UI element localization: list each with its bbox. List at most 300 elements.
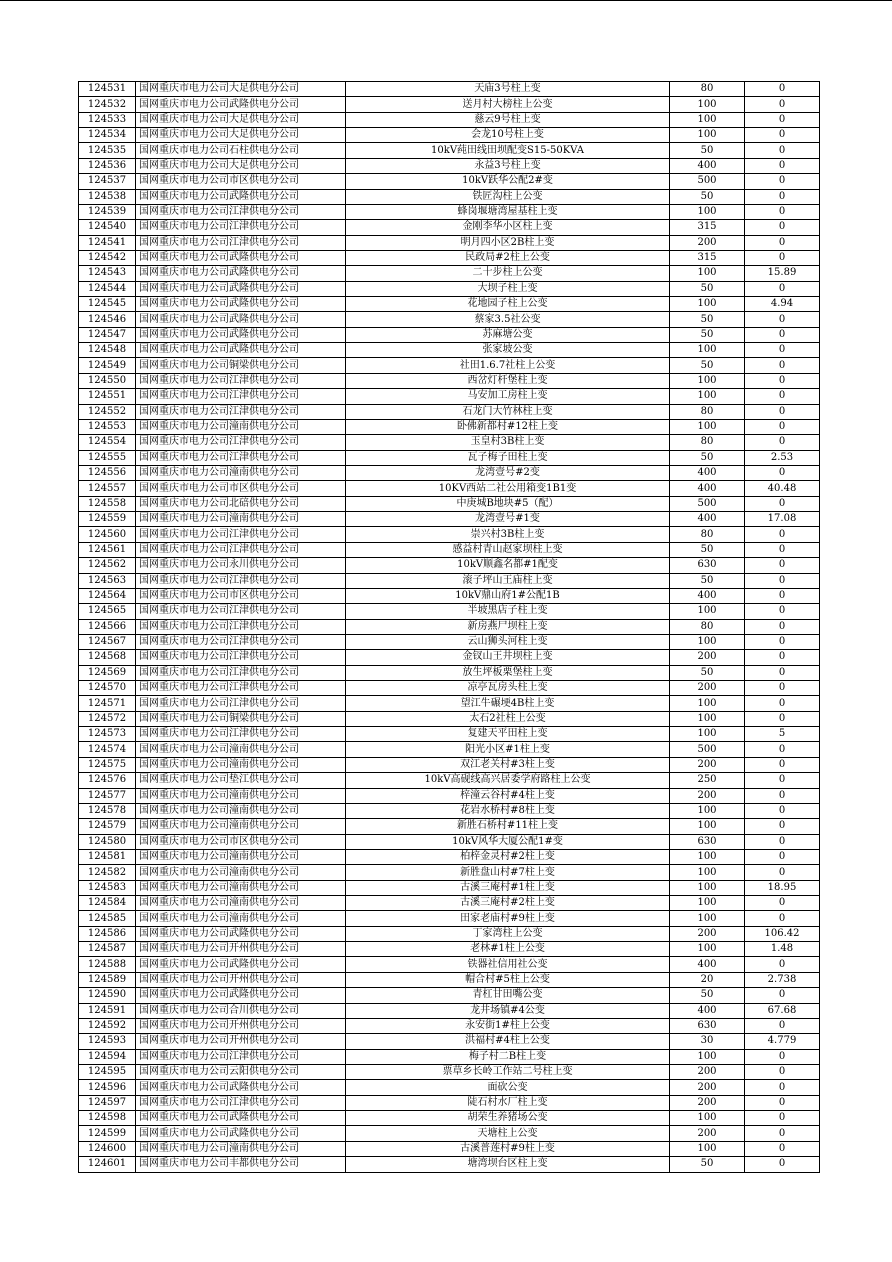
transformer-name-cell: 10KV西站二社公用箱变1B1变: [346, 481, 670, 496]
table-row: [79, 327, 820, 342]
capacity-cell: 100: [670, 389, 745, 404]
value-cell: 0: [745, 220, 820, 235]
transformer-name-cell: 古溪普莲村#9柱上变: [346, 1141, 670, 1156]
value-cell: 0: [745, 435, 820, 450]
table-row: [79, 174, 820, 189]
value-cell: 1.48: [745, 942, 820, 957]
row-id-cell: 124565: [79, 604, 136, 619]
transformer-name-cell: 卧佛新都村#12柱上变: [346, 419, 670, 434]
row-id-cell: 124561: [79, 542, 136, 557]
company-name-cell: 国网重庆市电力公司江津供电分公司: [136, 450, 346, 465]
transformer-name-cell: 10kV鼎山府1#公配1B: [346, 588, 670, 603]
transformer-name-cell: 云山狮头河柱上变: [346, 634, 670, 649]
table-row: [79, 1065, 820, 1080]
company-name-cell: 国网重庆市电力公司开州供电分公司: [136, 1034, 346, 1049]
company-name-cell: 国网重庆市电力公司市区供电分公司: [136, 834, 346, 849]
value-cell: 0: [745, 174, 820, 189]
table-row: [79, 803, 820, 818]
transformer-name-cell: 滚子坪山王庙柱上变: [346, 573, 670, 588]
value-cell: 0: [745, 573, 820, 588]
transformer-name-cell: 洪福村#4柱上公变: [346, 1034, 670, 1049]
row-id-cell: 124566: [79, 619, 136, 634]
transformer-name-cell: 新房燕尸坝柱上变: [346, 619, 670, 634]
value-cell: 0: [745, 619, 820, 634]
row-id-cell: 124548: [79, 343, 136, 358]
capacity-cell: 100: [670, 604, 745, 619]
company-name-cell: 国网重庆市电力公司潼南供电分公司: [136, 911, 346, 926]
capacity-cell: 200: [670, 1065, 745, 1080]
value-cell: 0: [745, 819, 820, 834]
company-name-cell: 国网重庆市电力公司武隆供电分公司: [136, 343, 346, 358]
row-id-cell: 124589: [79, 972, 136, 987]
capacity-cell: 100: [670, 911, 745, 926]
row-id-cell: 124555: [79, 450, 136, 465]
capacity-cell: 100: [670, 942, 745, 957]
company-name-cell: 国网重庆市电力公司潼南供电分公司: [136, 419, 346, 434]
value-cell: 0: [745, 1157, 820, 1172]
transformer-name-cell: 金钗山王井坝柱上变: [346, 650, 670, 665]
table-row: [79, 650, 820, 665]
table-row: [79, 82, 820, 97]
transformer-name-cell: 10kV顺鑫名都#1配变: [346, 558, 670, 573]
company-name-cell: 国网重庆市电力公司潼南供电分公司: [136, 896, 346, 911]
value-cell: 0: [745, 865, 820, 880]
transformer-name-cell: 复建天平田柱上变: [346, 727, 670, 742]
table-row: [79, 220, 820, 235]
table-row: [79, 450, 820, 465]
row-id-cell: 124559: [79, 512, 136, 527]
transformer-name-cell: 张家坡公变: [346, 343, 670, 358]
table-row: [79, 896, 820, 911]
table-row: [79, 926, 820, 941]
table-row: [79, 757, 820, 772]
transformer-name-cell: 梅子村二B柱上变: [346, 1049, 670, 1064]
value-cell: 0: [745, 1141, 820, 1156]
capacity-cell: 200: [670, 1095, 745, 1110]
row-id-cell: 124547: [79, 327, 136, 342]
row-id-cell: 124544: [79, 281, 136, 296]
row-id-cell: 124543: [79, 266, 136, 281]
capacity-cell: 50: [670, 450, 745, 465]
table-row: [79, 1034, 820, 1049]
table-row: [79, 711, 820, 726]
company-name-cell: 国网重庆市电力公司市区供电分公司: [136, 481, 346, 496]
capacity-cell: 630: [670, 834, 745, 849]
capacity-cell: 80: [670, 82, 745, 97]
value-cell: 0: [745, 896, 820, 911]
row-id-cell: 124545: [79, 297, 136, 312]
table-row: [79, 849, 820, 864]
transformer-name-cell: 望江牛碾埂4B柱上变: [346, 696, 670, 711]
capacity-cell: 100: [670, 634, 745, 649]
value-cell: 0: [745, 343, 820, 358]
company-name-cell: 国网重庆市电力公司江津供电分公司: [136, 619, 346, 634]
capacity-cell: 400: [670, 158, 745, 173]
transformer-name-cell: 永益3号柱上变: [346, 158, 670, 173]
company-name-cell: 国网重庆市电力公司武隆供电分公司: [136, 312, 346, 327]
row-id-cell: 124569: [79, 665, 136, 680]
capacity-cell: 100: [670, 419, 745, 434]
value-cell: 0: [745, 250, 820, 265]
capacity-cell: 100: [670, 128, 745, 143]
value-cell: 0: [745, 97, 820, 112]
table-row: [79, 1141, 820, 1156]
row-id-cell: 124600: [79, 1141, 136, 1156]
table-row: [79, 1080, 820, 1095]
company-name-cell: 国网重庆市电力公司潼南供电分公司: [136, 865, 346, 880]
transformer-name-cell: 二十步柱上公变: [346, 266, 670, 281]
value-cell: 0: [745, 742, 820, 757]
value-cell: 0: [745, 465, 820, 480]
capacity-cell: 80: [670, 619, 745, 634]
capacity-cell: 100: [670, 849, 745, 864]
value-cell: 0: [745, 1018, 820, 1033]
capacity-cell: 500: [670, 742, 745, 757]
row-id-cell: 124562: [79, 558, 136, 573]
transformer-name-cell: 票草乡长岭工作站二号柱上变: [346, 1065, 670, 1080]
capacity-cell: 100: [670, 696, 745, 711]
company-name-cell: 国网重庆市电力公司大足供电分公司: [136, 158, 346, 173]
transformer-name-cell: 大坝子柱上变: [346, 281, 670, 296]
table-row: [79, 1049, 820, 1064]
transformer-name-cell: 面砍公变: [346, 1080, 670, 1095]
value-cell: 18.95: [745, 880, 820, 895]
capacity-cell: 200: [670, 681, 745, 696]
table-row: [79, 727, 820, 742]
row-id-cell: 124582: [79, 865, 136, 880]
capacity-cell: 100: [670, 803, 745, 818]
capacity-cell: 30: [670, 1034, 745, 1049]
capacity-cell: 200: [670, 926, 745, 941]
row-id-cell: 124554: [79, 435, 136, 450]
transformer-name-cell: 10kV风华大厦公配1#变: [346, 834, 670, 849]
row-id-cell: 124583: [79, 880, 136, 895]
company-name-cell: 国网重庆市电力公司丰都供电分公司: [136, 1157, 346, 1172]
transformer-name-cell: 放生坪板栗堡柱上变: [346, 665, 670, 680]
table-row: [79, 972, 820, 987]
row-id-cell: 124575: [79, 757, 136, 772]
value-cell: 0: [745, 143, 820, 158]
company-name-cell: 国网重庆市电力公司江津供电分公司: [136, 204, 346, 219]
transformer-name-cell: 半坡黑店子柱上变: [346, 604, 670, 619]
company-name-cell: 国网重庆市电力公司铜梁供电分公司: [136, 358, 346, 373]
row-id-cell: 124535: [79, 143, 136, 158]
row-id-cell: 124539: [79, 204, 136, 219]
transformer-name-cell: 明月四小区2B柱上变: [346, 235, 670, 250]
table-row: [79, 834, 820, 849]
row-id-cell: 124598: [79, 1111, 136, 1126]
capacity-cell: 50: [670, 573, 745, 588]
value-cell: 17.08: [745, 512, 820, 527]
table-row: [79, 419, 820, 434]
table-row: [79, 588, 820, 603]
table-row: [79, 988, 820, 1003]
company-name-cell: 国网重庆市电力公司江津供电分公司: [136, 650, 346, 665]
company-name-cell: 国网重庆市电力公司开州供电分公司: [136, 1018, 346, 1033]
table-row: [79, 97, 820, 112]
transformer-name-cell: 蜂岗堰塘湾屋基柱上变: [346, 204, 670, 219]
value-cell: 0: [745, 711, 820, 726]
company-name-cell: 国网重庆市电力公司武隆供电分公司: [136, 250, 346, 265]
transformer-name-cell: 帽合村#5柱上公变: [346, 972, 670, 987]
value-cell: 0: [745, 834, 820, 849]
row-id-cell: 124546: [79, 312, 136, 327]
company-name-cell: 国网重庆市电力公司江津供电分公司: [136, 404, 346, 419]
company-name-cell: 国网重庆市电力公司大足供电分公司: [136, 128, 346, 143]
row-id-cell: 124574: [79, 742, 136, 757]
row-id-cell: 124541: [79, 235, 136, 250]
row-id-cell: 124553: [79, 419, 136, 434]
table-body: [79, 82, 820, 1173]
capacity-cell: 100: [670, 112, 745, 127]
value-cell: 0: [745, 404, 820, 419]
transformer-name-cell: 双江老关村#3柱上变: [346, 757, 670, 772]
transformer-name-cell: 龙井场镇#4公变: [346, 1003, 670, 1018]
company-name-cell: 国网重庆市电力公司武隆供电分公司: [136, 1111, 346, 1126]
company-name-cell: 国网重庆市电力公司石柱供电分公司: [136, 143, 346, 158]
company-name-cell: 国网重庆市电力公司江津供电分公司: [136, 389, 346, 404]
table-row: [79, 619, 820, 634]
value-cell: 106.42: [745, 926, 820, 941]
row-id-cell: 124568: [79, 650, 136, 665]
capacity-cell: 200: [670, 788, 745, 803]
value-cell: 0: [745, 1111, 820, 1126]
capacity-cell: 100: [670, 266, 745, 281]
company-name-cell: 国网重庆市电力公司武隆供电分公司: [136, 189, 346, 204]
transformer-name-cell: 天塘柱上公变: [346, 1126, 670, 1141]
value-cell: 15.89: [745, 266, 820, 281]
transformer-name-cell: 石龙门大竹林柱上变: [346, 404, 670, 419]
value-cell: 0: [745, 773, 820, 788]
row-id-cell: 124533: [79, 112, 136, 127]
value-cell: 0: [745, 128, 820, 143]
value-cell: 0: [745, 235, 820, 250]
capacity-cell: 100: [670, 297, 745, 312]
company-name-cell: 国网重庆市电力公司潼南供电分公司: [136, 788, 346, 803]
table-row: [79, 143, 820, 158]
capacity-cell: 200: [670, 650, 745, 665]
company-name-cell: 国网重庆市电力公司武隆供电分公司: [136, 281, 346, 296]
transformer-name-cell: 慈云9号柱上变: [346, 112, 670, 127]
table-row: [79, 435, 820, 450]
capacity-cell: 100: [670, 865, 745, 880]
row-id-cell: 124542: [79, 250, 136, 265]
capacity-cell: 50: [670, 665, 745, 680]
capacity-cell: 50: [670, 327, 745, 342]
company-name-cell: 国网重庆市电力公司江津供电分公司: [136, 527, 346, 542]
value-cell: 0: [745, 1080, 820, 1095]
transformer-name-cell: 社田1.6.7社柱上公变: [346, 358, 670, 373]
row-id-cell: 124567: [79, 634, 136, 649]
company-name-cell: 国网重庆市电力公司江津供电分公司: [136, 1095, 346, 1110]
capacity-cell: 100: [670, 1141, 745, 1156]
company-name-cell: 国网重庆市电力公司潼南供电分公司: [136, 819, 346, 834]
company-name-cell: 国网重庆市电力公司江津供电分公司: [136, 235, 346, 250]
company-name-cell: 国网重庆市电力公司江津供电分公司: [136, 435, 346, 450]
row-id-cell: 124576: [79, 773, 136, 788]
company-name-cell: 国网重庆市电力公司江津供电分公司: [136, 604, 346, 619]
transformer-name-cell: 金刚李华小区柱上变: [346, 220, 670, 235]
company-name-cell: 国网重庆市电力公司潼南供电分公司: [136, 803, 346, 818]
transformer-name-cell: 花岩水桥村#8柱上变: [346, 803, 670, 818]
capacity-cell: 100: [670, 204, 745, 219]
table-row: [79, 358, 820, 373]
company-name-cell: 国网重庆市电力公司铜梁供电分公司: [136, 711, 346, 726]
company-name-cell: 国网重庆市电力公司江津供电分公司: [136, 696, 346, 711]
company-name-cell: 国网重庆市电力公司潼南供电分公司: [136, 1141, 346, 1156]
transformer-name-cell: 永安街1#柱上公变: [346, 1018, 670, 1033]
row-id-cell: 124599: [79, 1126, 136, 1141]
value-cell: 0: [745, 542, 820, 557]
row-id-cell: 124552: [79, 404, 136, 419]
transformer-name-cell: 会龙10号柱上变: [346, 128, 670, 143]
capacity-cell: 20: [670, 972, 745, 987]
table-row: [79, 911, 820, 926]
capacity-cell: 200: [670, 1080, 745, 1095]
company-name-cell: 国网重庆市电力公司潼南供电分公司: [136, 465, 346, 480]
transformer-name-cell: 古溪三庵村#1柱上变: [346, 880, 670, 895]
row-id-cell: 124595: [79, 1065, 136, 1080]
table-row: [79, 465, 820, 480]
company-name-cell: 国网重庆市电力公司潼南供电分公司: [136, 512, 346, 527]
capacity-cell: 100: [670, 896, 745, 911]
value-cell: 0: [745, 681, 820, 696]
row-id-cell: 124579: [79, 819, 136, 834]
value-cell: 0: [745, 1095, 820, 1110]
value-cell: 0: [745, 650, 820, 665]
table-row: [79, 373, 820, 388]
transformer-name-cell: 龙湾壹号#2变: [346, 465, 670, 480]
transformer-name-cell: 阳光小区#1柱上变: [346, 742, 670, 757]
transformer-name-cell: 花地园子柱上公变: [346, 297, 670, 312]
table-row: [79, 865, 820, 880]
value-cell: 0: [745, 527, 820, 542]
company-name-cell: 国网重庆市电力公司武隆供电分公司: [136, 926, 346, 941]
table-row: [79, 573, 820, 588]
capacity-cell: 400: [670, 512, 745, 527]
company-name-cell: 国网重庆市电力公司武隆供电分公司: [136, 97, 346, 112]
row-id-cell: 124549: [79, 358, 136, 373]
row-id-cell: 124597: [79, 1095, 136, 1110]
transformer-name-cell: 送月村大榜柱上公变: [346, 97, 670, 112]
value-cell: 67.68: [745, 1003, 820, 1018]
row-id-cell: 124536: [79, 158, 136, 173]
value-cell: 0: [745, 1126, 820, 1141]
transformer-name-cell: 中庚城B地块#5（配）: [346, 496, 670, 511]
capacity-cell: 500: [670, 496, 745, 511]
row-id-cell: 124596: [79, 1080, 136, 1095]
company-name-cell: 国网重庆市电力公司永川供电分公司: [136, 558, 346, 573]
row-id-cell: 124590: [79, 988, 136, 1003]
capacity-cell: 400: [670, 588, 745, 603]
capacity-cell: 80: [670, 527, 745, 542]
row-id-cell: 124593: [79, 1034, 136, 1049]
transformer-name-cell: 天庙3号柱上变: [346, 82, 670, 97]
company-name-cell: 国网重庆市电力公司武隆供电分公司: [136, 1080, 346, 1095]
table-row: [79, 343, 820, 358]
value-cell: 0: [745, 112, 820, 127]
table-row: [79, 266, 820, 281]
capacity-cell: 50: [670, 312, 745, 327]
value-cell: 0: [745, 158, 820, 173]
table-row: [79, 404, 820, 419]
company-name-cell: 国网重庆市电力公司市区供电分公司: [136, 588, 346, 603]
table-row: [79, 773, 820, 788]
capacity-cell: 100: [670, 343, 745, 358]
value-cell: 0: [745, 757, 820, 772]
value-cell: 2.53: [745, 450, 820, 465]
transformer-name-cell: 10kV高砚线高兴居委学府路柱上公变: [346, 773, 670, 788]
table-row: [79, 1126, 820, 1141]
table-row: [79, 1095, 820, 1110]
table-row: [79, 389, 820, 404]
capacity-cell: 80: [670, 404, 745, 419]
company-name-cell: 国网重庆市电力公司垫江供电分公司: [136, 773, 346, 788]
table-row: [79, 604, 820, 619]
row-id-cell: 124534: [79, 128, 136, 143]
row-id-cell: 124601: [79, 1157, 136, 1172]
capacity-cell: 315: [670, 250, 745, 265]
value-cell: 4.94: [745, 297, 820, 312]
table-row: [79, 128, 820, 143]
capacity-cell: 100: [670, 1049, 745, 1064]
capacity-cell: 200: [670, 1126, 745, 1141]
table-row: [79, 788, 820, 803]
row-id-cell: 124578: [79, 803, 136, 818]
table-row: [79, 819, 820, 834]
company-name-cell: 国网重庆市电力公司武隆供电分公司: [136, 957, 346, 972]
company-name-cell: 国网重庆市电力公司开州供电分公司: [136, 972, 346, 987]
table-row: [79, 558, 820, 573]
transformer-name-cell: 青杠甘田嘴公变: [346, 988, 670, 1003]
data-sheet: [78, 81, 820, 1173]
table-row: [79, 204, 820, 219]
value-cell: 0: [745, 957, 820, 972]
row-id-cell: 124550: [79, 373, 136, 388]
value-cell: 0: [745, 204, 820, 219]
value-cell: 0: [745, 558, 820, 573]
table-row: [79, 250, 820, 265]
value-cell: 0: [745, 358, 820, 373]
company-name-cell: 国网重庆市电力公司大足供电分公司: [136, 82, 346, 97]
table-row: [79, 297, 820, 312]
row-id-cell: 124540: [79, 220, 136, 235]
transformer-name-cell: 瓦子梅子田柱上变: [346, 450, 670, 465]
company-name-cell: 国网重庆市电力公司江津供电分公司: [136, 665, 346, 680]
row-id-cell: 124585: [79, 911, 136, 926]
value-cell: 0: [745, 1065, 820, 1080]
company-name-cell: 国网重庆市电力公司潼南供电分公司: [136, 849, 346, 864]
table-row: [79, 957, 820, 972]
table-row: [79, 481, 820, 496]
capacity-cell: 400: [670, 465, 745, 480]
capacity-cell: 50: [670, 542, 745, 557]
transformer-name-cell: 铁匠沟柱上公变: [346, 189, 670, 204]
capacity-cell: 100: [670, 373, 745, 388]
capacity-cell: 50: [670, 358, 745, 373]
table-row: [79, 634, 820, 649]
row-id-cell: 124592: [79, 1018, 136, 1033]
value-cell: 0: [745, 312, 820, 327]
row-id-cell: 124551: [79, 389, 136, 404]
transformer-table: [78, 81, 820, 1173]
transformer-name-cell: 塘湾坝台区柱上变: [346, 1157, 670, 1172]
table-row: [79, 1003, 820, 1018]
transformer-name-cell: 崇兴村3B柱上变: [346, 527, 670, 542]
row-id-cell: 124556: [79, 465, 136, 480]
value-cell: 0: [745, 327, 820, 342]
company-name-cell: 国网重庆市电力公司潼南供电分公司: [136, 880, 346, 895]
